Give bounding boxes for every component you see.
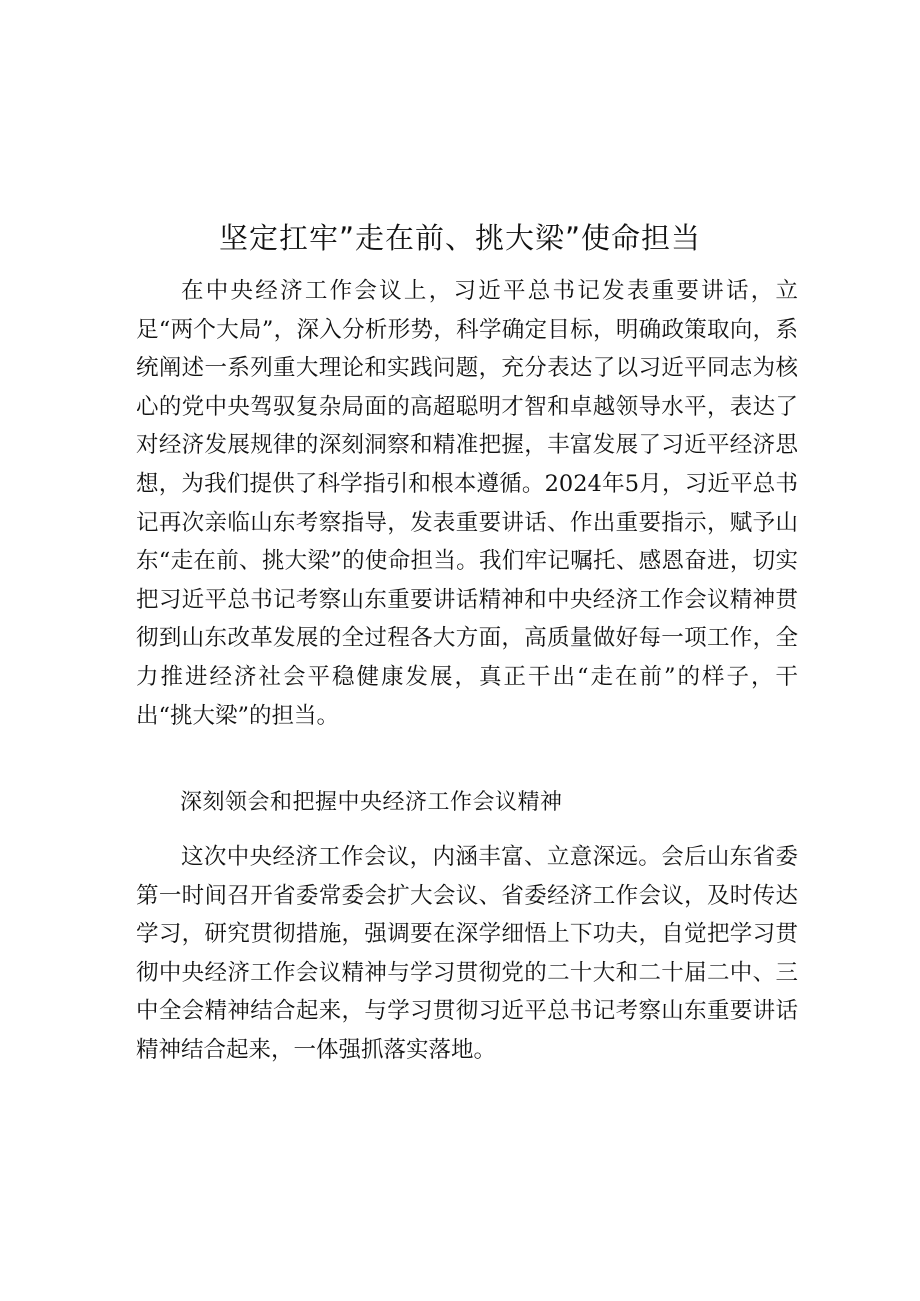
paragraph-section-1: 这次中央经济工作会议，内涵丰富、立意深远。会后山东省委第一时间召开省委常委会扩大会议、省委经济工作会议，及时传达学习，研究贯彻措施，强调要在深学细悟上下功夫，自觉把学习贯彻中央经济工作会议精神与学习贯彻党的二十大和二十届二中、三中全会精神结合起来，与学习贯彻习近平总书记考察山东重要讲话精神结合起来，一体强抓落实落地。 [136,844,798,1063]
paragraph-intro: 在中央经济工作会议上，习近平总书记发表重要讲话，立足“两个大局”，深入分析形势，科学确定目标，明确政策取向，系统阐述一系列重大理论和实践问题，充分表达了以习近平同志为核心的党中央驾驭复杂局面的高超聪明才智和卓越领导水平，表达了对经济发展规律的深刻洞察和精准把握，丰富发展了习近平经济思想，为我们提供了科学指引和根本遵循。2024年5月，习近平总书记再次亲临山东考察指导，发表重要讲话、作出重要指示，赋予山东“走在前、挑大梁”的使命担当。我们牢记嘱托、感恩奋进，切实把习近平总书记考察山东重要讲话精神和中央经济工作会议精神贯彻到山东改革发展的全过程各大方面，高质量做好每一项工作，全力推进经济社会平稳健康发展，真正干出“走在前”的样子，干出“挑大梁”的担当。 [136,278,798,729]
section-heading: 深刻领会和把握中央经济工作会议精神 [180,790,563,815]
document-title: 坚定扛牢”走在前、挑大梁”使命担当 [218,221,702,255]
